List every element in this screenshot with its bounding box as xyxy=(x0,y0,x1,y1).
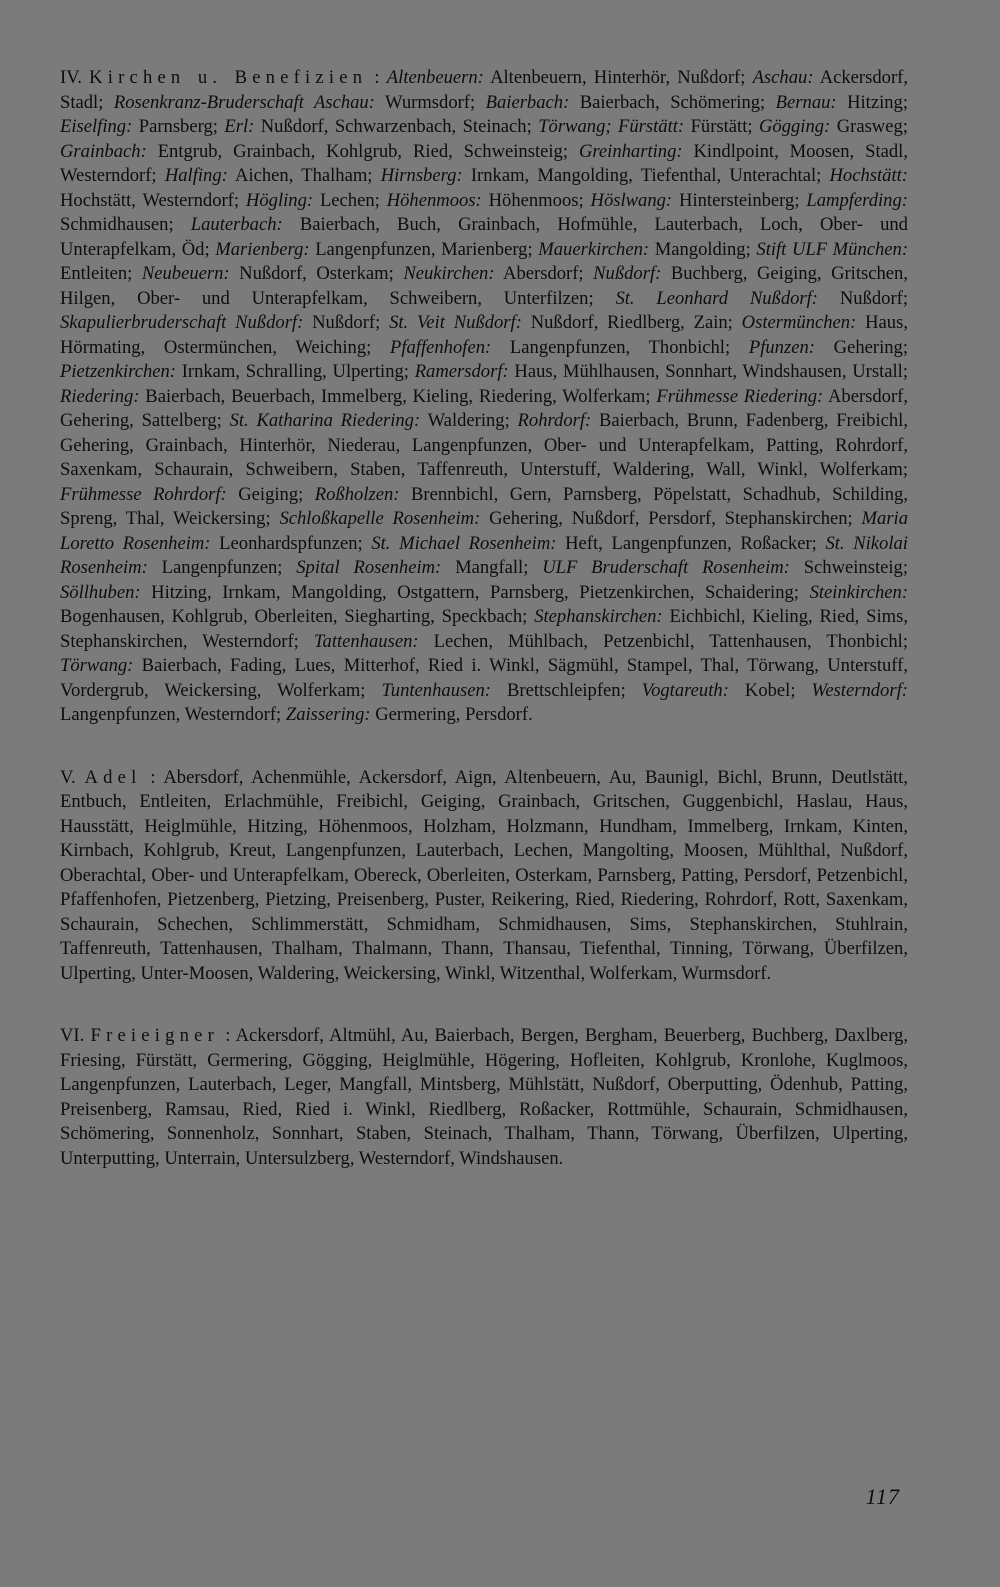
benefice-name: St. Veit Nußdorf: xyxy=(389,312,522,333)
benefice-name: Lauterbach: xyxy=(190,214,283,235)
benefice-name: Ramersdorf: xyxy=(414,361,509,382)
benefice-name: Lampferding: xyxy=(806,189,908,211)
benefice-name: Neubeuern: xyxy=(141,263,230,284)
benefice-name: Grainbach: xyxy=(60,140,147,162)
benefice-places: Kobel; xyxy=(744,679,796,701)
benefice-places: Baierbach, Buch, Grainbach, Hofmühle, Lauterbach, Loch, Ober- und Unterapfelkam, Öd; xyxy=(60,214,908,260)
benefice-name: Ostermünchen: xyxy=(741,312,857,333)
benefice-places: Hitzing; xyxy=(847,91,909,113)
benefice-name: Steinkirchen: xyxy=(809,581,909,603)
benefice-name: Pietzenkirchen: xyxy=(60,361,176,382)
benefice-name: Tuntenhausen: xyxy=(381,679,491,701)
benefice-places: Aichen, Thalham; xyxy=(235,165,373,186)
benefice-places: Langenpfunzen; xyxy=(161,557,283,578)
benefice-places: Heft, Langenpfunzen, Roßacker; xyxy=(565,532,817,554)
benefice-places: Langenpfunzen, Thonbichl; xyxy=(509,336,731,358)
benefice-places: Brennbichl, Gern, Parnsberg, Pöpelstatt, Schadhub, Schilding, Spreng, Thal, Weickersing; xyxy=(60,483,908,529)
section-freieigner: VI. Freieigner : Ackersdorf, Altmühl, Au, Baierbach, Bergen, Bergham, Beuerberg, Buchberg, Daxlberg, Friesing, Fürstätt, Germering, Gögging, Heiglmühle, Högering, Hofleiten, Kohlgrub, Kronlohe, Kuglmoos, Langenpfunzen, Lauterbach, Leger, Mangfall, Mintsberg, Mühlstätt, Nußdorf, Oberputting, Ödenhub, Patting, Preisenberg, Ramsau, Ried, Ried i. Winkl, Riedlberg, Roßacker, Rottmühle, Schaurain, Schmidhausen, Schömering, Sonnenholz, Sonnhart, Staben, Steinach, Thalham, Thann, Törwang, Überfilzen, Ulperting, Unterputting, Unterrain, Untersulzberg, Westerndorf, Windshausen. xyxy=(60,1025,908,1169)
benefice-places: Altenbeuern, Hinterhör, Nußdorf; xyxy=(490,67,746,88)
benefice-name: St. Leonhard Nußdorf: xyxy=(615,287,819,309)
benefice-places: Lechen, Mühlbach, Petzenbichl, Tattenhausen, Thonbichl; xyxy=(433,630,908,652)
benefice-name: Riedering: xyxy=(60,385,140,407)
document-page xyxy=(60,66,908,1171)
benefice-name: Hirnsberg: xyxy=(380,165,463,186)
benefice-places: Nußdorf, Riedlberg, Zain; xyxy=(530,312,733,333)
benefice-name: Nußdorf: xyxy=(593,263,662,284)
benefice-places: Baierbach, Beuerbach, Immelberg, Kieling, Riedering, Wolferkam; xyxy=(145,385,651,407)
benefice-name: Greinharting: xyxy=(578,140,683,162)
benefice-name: Pfaffenhofen: xyxy=(389,336,492,358)
benefice-name: Rohrdorf: xyxy=(517,410,592,431)
benefice-places: Buchberg, Geiging, Gritschen, Hilgen, Ober- und Unterapfelkam, Schweibern, Unterfilzen; xyxy=(60,263,908,309)
benefice-name: Eiselfing: xyxy=(60,116,133,137)
benefice-places: Nußdorf, Schwarzenbach, Steinach; xyxy=(260,116,532,137)
benefice-places: Haus, Mühlhausen, Sonnhart, Windshausen, Urstall; xyxy=(514,361,908,382)
section-text: Abersdorf, Achenmühle, Ackersdorf, Aign, Altenbeuern, Au, Baunigl, Bichl, Brunn, Deutlstätt, Entbuch, Entleiten, Erlachmühle, Freibichl, Geiging, Grainbach, Gritschen, Guggenbichl, Haslau, Haus, Hausstätt, Heiglmühle, Hitzing, Höhenmoos, Holzham, Holzmann, Hundham, Immelberg, Irnkam, Kinten, Kirnbach, Kohlgrub, Kreut, Langenpfunzen, Lauterbach, Lechen, Mangolting, Moosen, Mühlthal, Nußdorf, Oberachtal, Ober- und Unterapfelkam, Obereck, Oberleiten, Osterkam, Parnsberg, Patting, Persdorf, Petzenbichl, Pfaffenhofen, Pietzenberg, Pietzing, Preisenberg, Puster, Reikering, Ried, Riedering, Rohrdorf, Rott, Saxenkam, Schaurain, Schechen, Schlimmerstätt, Schmidham, Schmidhausen, Sims, Stephanskirchen, Stuhlrain, Taffenreuth, Tattenhausen, Thalham, Thalmann, Thann, Thansau, Tiefenthal, Tinning, Törwang, Überfilzen, Ulperting, Unter-Moosen, Waldering, Weickersing, Winkl, Witzenthal, Wolferkam, Wurmsdorf. xyxy=(60,766,908,984)
benefice-name: Höslwang: xyxy=(590,189,673,211)
benefice-places: Abersdorf; xyxy=(503,263,584,284)
benefice-name: Erl: xyxy=(224,116,255,137)
benefice-name: Aschau: xyxy=(752,67,814,88)
section-number: IV. xyxy=(60,67,82,88)
benefice-name: St. Katharina Riedering: xyxy=(229,410,421,431)
benefice-places: Waldering; xyxy=(427,410,510,431)
page-number: 117 xyxy=(865,1484,900,1509)
benefice-places: Baierbach, Fading, Lues, Mitterhof, Ried i. Winkl, Sägmühl, Stampel, Thal, Törwang, Unterstuff, Vordergrub, Weickersing, Wolferkam; xyxy=(60,655,908,701)
benefice-places: Germering, Persdorf. xyxy=(375,704,533,725)
benefice-places: Nußdorf, Osterkam; xyxy=(239,263,394,284)
benefice-places: Wurmsdorf; xyxy=(385,91,476,113)
benefice-places: Leonhardspfunzen; xyxy=(219,532,363,554)
benefice-name: Gögging: xyxy=(758,116,831,137)
benefice-places: Lechen; xyxy=(319,189,380,211)
section-adel: V. Adel : Abersdorf, Achenmühle, Ackersdorf, Aign, Altenbeuern, Au, Baunigl, Bichl, Brunn, Deutlstätt, Entbuch, Entleiten, Erlachmühle, Freibichl, Geiging, Grainbach, Gritschen, Guggenbichl, Haslau, Haus, Hausstätt, Heiglmühle, Hitzing, Höhenmoos, Holzham, Holzmann, Hundham, Immelberg, Irnkam, Kinten, Kirnbach, Kohlgrub, Kreut, Langenpfunzen, Lauterbach, Lechen, Mangolting, Moosen, Mühlthal, Nußdorf, Oberachtal, Ober- und Unterapfelkam, Obereck, Oberleiten, Osterkam, Parnsberg, Patting, Persdorf, Petzenbichl, Pfaffenhofen, Pietzenberg, Pietzing, Preisenberg, Puster, Reikering, Ried, Riedering, Rohrdorf, Rott, Saxenkam, Schaurain, Schechen, Schlimmerstätt, Schmidham, Schmidhausen, Sims, Stephanskirchen, Stuhlrain, Taffenreuth, Tattenhausen, Thalham, Thalmann, Thann, Thansau, Tiefenthal, Tinning, Törwang, Überfilzen, Ulperting, Unter-Moosen, Waldering, Weickersing, Winkl, Witzenthal, Wolferkam, Wurmsdorf. xyxy=(60,766,908,984)
benefice-places: Hitzing, Irnkam, Mangolding, Ostgattern, Parnsberg, Pietzenkirchen, Schaidering; xyxy=(151,581,799,603)
section-text: Ackersdorf, Altmühl, Au, Baierbach, Bergen, Bergham, Beuerberg, Buchberg, Daxlberg, Friesing, Fürstätt, Germering, Gögging, Heiglmühle, Högering, Hofleiten, Kohlgrub, Kronlohe, Kuglmoos, Langenpfunzen, Lauterbach, Leger, Mangfall, Mintsberg, Mühlstätt, Nußdorf, Oberputting, Ödenhub, Patting, Preisenberg, Ramsau, Ried, Ried i. Winkl, Riedlberg, Roßacker, Rottmühle, Schaurain, Schmidhausen, Schömering, Sonnenholz, Sonnhart, Staben, Steinach, Thalham, Thann, Törwang, Überfilzen, Ulperting, Unterputting, Unterrain, Untersulzberg, Westerndorf, Windshausen. xyxy=(60,1025,908,1169)
benefice-places: Brettschleipfen; xyxy=(507,679,626,701)
benefice-name: Westerndorf: xyxy=(811,679,908,701)
benefice-name: Mauerkirchen: xyxy=(538,238,650,260)
benefice-places: Hintersteinberg; xyxy=(679,189,800,211)
benefice-name: Halfing: xyxy=(164,165,228,186)
benefice-places: Gehering, Nußdorf, Persdorf, Stephanskirchen; xyxy=(489,508,853,529)
benefice-name: Höhenmoos: xyxy=(386,189,482,211)
benefice-name: Bernau: xyxy=(775,91,837,113)
benefice-places: Hochstätt, Westerndorf; xyxy=(60,189,240,211)
benefice-places: Baierbach, Brunn, Fadenberg, Freibichl, Gehering, Grainbach, Hinterhör, Niederau, Langenpfunzen, Ober- und Unterapfelkam, Patting, Rohrdorf, Saxenkam, Schaurain, Schweibern, Staben, Taffenreuth, Unterstuff, Waldering, Wall, Winkl, Wolferkam; xyxy=(60,410,908,480)
benefice-places: Eichbichl, Kieling, Ried, Sims, Stephanskirchen, Westerndorf; xyxy=(60,606,908,652)
benefice-name: Rosenkranz-Bruderschaft Aschau: xyxy=(113,91,375,113)
benefice-places: Mangfall; xyxy=(455,557,529,578)
benefice-places: Geiging; xyxy=(238,483,304,505)
benefice-places: Haus, Hörmating, Ostermünchen, Weiching; xyxy=(60,312,908,358)
benefice-name: Högling: xyxy=(245,189,314,211)
benefice-places: Grasweg; xyxy=(836,116,908,137)
benefice-name: Hochstätt: xyxy=(829,165,908,186)
benefice-places: Entleiten; xyxy=(60,263,133,284)
benefice-places: Höhenmoos; xyxy=(488,189,584,211)
benefice-places: Bogenhausen, Kohlgrub, Oberleiten, Siegharting, Speckbach; xyxy=(60,606,528,627)
benefice-name: Spital Rosenheim: xyxy=(296,557,442,578)
benefice-name: Schloßkapelle Rosenheim: xyxy=(279,508,481,529)
section-heading: Kirchen u. Benefizien xyxy=(89,67,368,88)
benefice-name: Maria Loretto Rosenheim: xyxy=(60,508,909,554)
benefice-places: Langenpfunzen, Marienberg; xyxy=(315,238,533,260)
benefice-name: Roßholzen: xyxy=(314,483,400,505)
benefice-name: Skapulierbruderschaft Nußdorf: xyxy=(60,312,304,333)
benefice-places: Schweinsteig; xyxy=(803,557,909,578)
benefice-name: Neukirchen: xyxy=(403,263,495,284)
section-number: V. xyxy=(60,766,76,788)
benefice-name: Törwang: xyxy=(60,655,134,676)
benefice-places: Ackersdorf, Stadl; xyxy=(60,67,908,113)
benefice-places: Fürstätt; xyxy=(690,116,753,137)
benefice-name: Altenbeuern: xyxy=(386,67,484,88)
benefice-places: Schmidhausen; xyxy=(60,214,174,235)
benefice-name: Stift ULF München: xyxy=(756,238,909,260)
benefice-places: Irnkam, Mangolding, Tiefenthal, Unterachtal; xyxy=(470,165,822,186)
benefice-places: Baierbach, Schömering; xyxy=(579,91,766,113)
benefice-places: Entgrub, Grainbach, Kohlgrub, Ried, Schweinsteig; xyxy=(157,140,569,162)
section-heading: Adel xyxy=(84,766,142,788)
benefice-name: Söllhuben: xyxy=(60,581,141,603)
section-number: VI. xyxy=(60,1025,85,1046)
benefice-name: Stephanskirchen: xyxy=(534,606,663,627)
benefice-name: St. Michael Rosenheim: xyxy=(371,532,557,554)
benefice-places: Nußdorf; xyxy=(839,287,909,309)
benefice-name: Pfunzen: xyxy=(748,336,815,358)
benefice-places: Gehering; xyxy=(833,336,909,358)
section-kirchen-benefizien: IV. Kirchen u. Benefizien : Altenbeuern: Altenbeuern, Hinterhör, Nußdorf; Aschau: Ackersdorf, Stadl; Rosenkranz-Bruderschaft Aschau: Wurmsdorf; Baierbach: Baierbach, Schömering; Bernau: Hitzing; Eiselfing: Parnsberg; Erl: Nußdorf, Schwarzenbach, Steinach; Törwang; Fürstätt: Fürstätt; Gögging: Grasweg; Grainbach: Entgrub, Grainbach, Kohlgrub, Ried, Schweinsteig; Greinharting: Kindlpoint, Moosen, Stadl, Westerndorf; Halfing: Aichen, Thalham; Hirnsberg: Irnkam, Mangolding, Tiefenthal, Unterachtal; Hochstätt: Hochstätt, Westerndorf; Högling: Lechen; Höhenmoos: Höhenmoos; Höslwang: Hintersteinberg; Lampferding: Schmidhausen; Lauterbach: Baierbach, Buch, Grainbach, Hofmühle, Lauterbach, Loch, Ober- und Unterapfelkam, Öd; Marienberg: Langenpfunzen, Marienberg; Mauerkirchen: Mangolding; Stift ULF München: Entleiten; Neubeuern: Nußdorf, Osterkam; Neukirchen: Abersdorf; Nußdorf: Buchberg, Geiging, Gritschen, Hilgen, Ober- und Unterapfelkam, Schweibern, Unterfilzen; St. Leonhard Nußdorf: Nußdorf; Skapulierbruderschaft Nußdorf: Nußdorf; St. Veit Nußdorf: Nußdorf, Riedlberg, Zain; Ostermünchen: Haus, Hörmating, Ostermünchen, Weiching; Pfaffenhofen: Langenpfunzen, Thonbichl; Pfunzen: Gehering; Pietzenkirchen: Irnkam, Schralling, Ulperting; Ramersdorf: Haus, Mühlhausen, Sonnhart, Windshausen, Urstall; Riedering: Baierbach, Beuerbach, Immelberg, Kieling, Riedering, Wolferkam; Frühmesse Riedering: Abersdorf, Gehering, Sattelberg; St. Katharina Riedering: Waldering; Rohrdorf: Baierbach, Brunn, Fadenberg, Freibichl, Gehering, Grainbach, Hinterhör, Niederau, Langenpfunzen, Ober- und Unterapfelkam, Patting, Rohrdorf, Saxenkam, Schaurain, Schweibern, Staben, Taffenreuth, Unterstuff, Waldering, Wall, Winkl, Wolferkam; Frühmesse Rohrdorf: Geiging; Roßholzen: Brennbichl, Gern, Parnsberg, Pöpelstatt, Schadhub, Schilding, Spreng, Thal, Weickersing; Schloßkapelle Rosenheim: Gehering, Nußdorf, Persdorf, Stephanskirchen; Maria Loretto Rosenheim: Leonhardspfunzen; St. Michael Rosenheim: Heft, Langenpfunzen, Roßacker; St. Nikolai Rosenheim: Langenpfunzen; Spital Rosenheim: Mangfall; ULF Bruderschaft Rosenheim: Schweinsteig; Söllhuben: Hitzing, Irnkam, Mangolding, Ostgattern, Parnsberg, Pietzenkirchen, Schaidering; Steinkirchen: Bogenhausen, Kohlgrub, Oberleiten, Siegharting, Speckbach; Stephanskirchen: Eichbichl, Kieling, Ried, Sims, Stephanskirchen, Westerndorf; Tattenhausen: Lechen, Mühlbach, Petzenbichl, Tattenhausen, Thonbichl; Törwang: Baierbach, Fading, Lues, Mitterhof, Ried i. Winkl, Sägmühl, Stampel, Thal, Törwang, Unterstuff, Vordergrub, Weickersing, Wolferkam; Tuntenhausen: Brettschleipfen; Vogtareuth: Kobel; Westerndorf: Langenpfunzen, Westerndorf; Zaissering: Germering, Persdorf. xyxy=(60,67,909,725)
benefice-name: Tattenhausen: xyxy=(313,630,419,652)
benefice-places: Langenpfunzen, Westerndorf; xyxy=(60,704,282,725)
benefice-name: Marienberg: xyxy=(215,238,310,260)
benefice-name: Törwang; Fürstätt: xyxy=(538,116,685,137)
benefice-places: Parnsberg; xyxy=(138,116,218,137)
benefice-places: Kindlpoint, Moosen, Stadl, Westerndorf; xyxy=(60,140,908,186)
benefice-name: Zaissering: xyxy=(285,704,371,725)
benefice-name: Frühmesse Riedering: xyxy=(656,385,824,407)
benefice-name: Frühmesse Rohrdorf: xyxy=(60,483,227,505)
benefice-places: Nußdorf; xyxy=(312,312,381,333)
section-heading: Freieigner xyxy=(90,1025,220,1046)
benefice-places: Abersdorf, Gehering, Sattelberg; xyxy=(60,385,909,431)
benefice-places: Mangolding; xyxy=(654,238,751,260)
benefice-places: Irnkam, Schralling, Ulperting; xyxy=(181,361,409,382)
benefice-name: St. Nikolai Rosenheim: xyxy=(60,532,908,578)
benefice-name: Vogtareuth: xyxy=(641,679,729,701)
benefice-name: Baierbach: xyxy=(485,91,570,113)
benefice-name: ULF Bruderschaft Rosenheim: xyxy=(542,557,790,578)
